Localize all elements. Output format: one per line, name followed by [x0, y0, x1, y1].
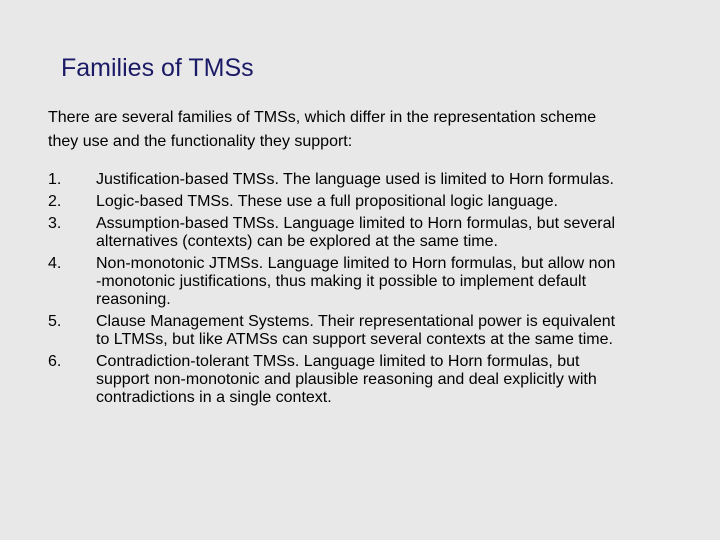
- list-item-number: 6.: [48, 353, 62, 370]
- list-item-text: Logic-based TMSs. These use a full propositional logic language.: [96, 193, 558, 210]
- list-item-text: [96, 353, 698, 407]
- list-item-number: 5.: [48, 313, 62, 330]
- list-item-line: Contradiction-tolerant TMSs. Language limited to Horn formulas, but: [96, 353, 580, 370]
- list-item-text: [96, 313, 698, 349]
- list-item-text: [96, 215, 698, 251]
- list-item: [48, 313, 698, 349]
- slide-title: Families of TMSs: [61, 54, 254, 82]
- list-item-line: support non-monotonic and plausible reasoning and deal explicitly with: [96, 371, 597, 388]
- list-item: [48, 215, 698, 251]
- list-item-number: 2.: [48, 193, 62, 210]
- intro-line: There are several families of TMSs, which differ in the representation scheme: [48, 109, 597, 126]
- list-item-text: [96, 255, 698, 309]
- list-item-line: Assumption-based TMSs. Language limited to Horn formulas, but several: [96, 215, 616, 232]
- list-item-line: to LTMSs, but like ATMSs can support several contexts at the same time.: [96, 331, 613, 348]
- list-item-line: reasoning.: [96, 291, 171, 308]
- list-item-text: Justification-based TMSs. The language used is limited to Horn formulas.: [96, 171, 614, 188]
- list-item-line: -monotonic justifications, thus making it possible to implement default: [96, 273, 587, 290]
- list-item: [48, 193, 698, 211]
- list-item-number: 3.: [48, 215, 62, 232]
- intro-line: they use and the functionality they support:: [48, 133, 353, 150]
- intro-paragraph: [48, 106, 698, 154]
- list-item-line: alternatives (contexts) can be explored at the same time.: [96, 233, 498, 250]
- list-item: [48, 353, 698, 407]
- list-item: [48, 255, 698, 309]
- list-item-line: Non-monotonic JTMSs. Language limited to Horn formulas, but allow non: [96, 255, 616, 272]
- list-item-line: contradictions in a single context.: [96, 389, 332, 406]
- list-item-line: Clause Management Systems. Their representational power is equivalent: [96, 313, 616, 330]
- tms-families-list: [48, 171, 698, 411]
- list-item-number: 4.: [48, 255, 62, 272]
- list-item-number: 1.: [48, 171, 62, 188]
- list-item: [48, 171, 698, 189]
